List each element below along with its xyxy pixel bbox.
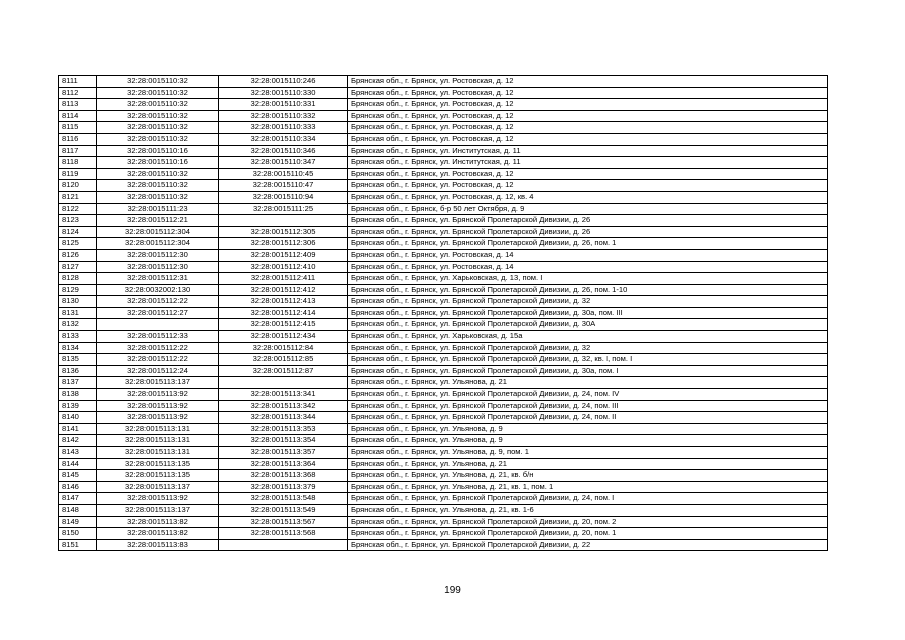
table-row	[59, 435, 828, 447]
address-cell: Брянская обл., г. Брянск, ул. Ульянова, д. 9, пом. 1	[348, 447, 828, 459]
table-row	[59, 365, 828, 377]
address-cell: Брянская обл., г. Брянск, ул. Ульянова, д. 21	[348, 458, 828, 470]
row-number-cell: 8149	[59, 516, 97, 528]
address-cell: Брянская обл., г. Брянск, ул. Ульянова, д. 21, кв. 1, пом. 1	[348, 481, 828, 493]
address-cell: Брянская обл., г. Брянск, ул. Ростовская, д. 12	[348, 122, 828, 134]
row-number-cell: 8141	[59, 423, 97, 435]
row-number-cell: 8123	[59, 215, 97, 227]
table-row	[59, 226, 828, 238]
cadastral-number-cell: 32:28:0015112:85	[219, 354, 348, 366]
address-cell: Брянская обл., г. Брянск, ул. Брянской Пролетарской Дивизии, д. 32, кв. I, пом. I	[348, 354, 828, 366]
address-cell: Брянская обл., г. Брянск, ул. Брянской Пролетарской Дивизии, д. 32	[348, 342, 828, 354]
address-cell: Брянская обл., г. Брянск, ул. Ростовская, д. 12	[348, 87, 828, 99]
row-number-cell: 8143	[59, 447, 97, 459]
quarter-number-cell: 32:28:0015112:24	[97, 365, 219, 377]
row-number-cell: 8145	[59, 470, 97, 482]
cadastral-number-cell: 32:28:0015110:330	[219, 87, 348, 99]
row-number-cell: 8134	[59, 342, 97, 354]
row-number-cell: 8148	[59, 504, 97, 516]
cadastral-number-cell: 32:28:0015113:342	[219, 400, 348, 412]
quarter-number-cell: 32:28:0015110:32	[97, 191, 219, 203]
address-cell: Брянская обл., г. Брянск, ул. Брянской Пролетарской Дивизии, д. 26, пом. 1-10	[348, 284, 828, 296]
quarter-number-cell: 32:28:0015112:22	[97, 296, 219, 308]
address-cell: Брянская обл., г. Брянск, ул. Брянской Пролетарской Дивизии, д. 32	[348, 296, 828, 308]
quarter-number-cell: 32:28:0015113:135	[97, 470, 219, 482]
cadastral-number-cell: 32:28:0015110:246	[219, 76, 348, 88]
table-row	[59, 342, 828, 354]
cadastral-number-cell: 32:28:0015110:332	[219, 110, 348, 122]
table-row	[59, 423, 828, 435]
address-cell: Брянская обл., г. Брянск, ул. Ульянова, д. 9	[348, 435, 828, 447]
table-row	[59, 458, 828, 470]
quarter-number-cell: 32:28:0032002:130	[97, 284, 219, 296]
quarter-number-cell: 32:28:0015112:33	[97, 331, 219, 343]
address-cell: Брянская обл., г. Брянск, ул. Ульянова, д. 21	[348, 377, 828, 389]
row-number-cell: 8144	[59, 458, 97, 470]
table-row	[59, 528, 828, 540]
cadastral-number-cell	[219, 539, 348, 551]
address-cell: Брянская обл., г. Брянск, ул. Брянской Пролетарской Дивизии, д. 22	[348, 539, 828, 551]
quarter-number-cell: 32:28:0015110:32	[97, 76, 219, 88]
address-cell: Брянская обл., г. Брянск, ул. Брянской Пролетарской Дивизии, д. 26	[348, 215, 828, 227]
table-row	[59, 447, 828, 459]
cadastral-number-cell: 32:28:0015113:357	[219, 447, 348, 459]
address-cell: Брянская обл., г. Брянск, ул. Харьковская, д. 15а	[348, 331, 828, 343]
table-row	[59, 203, 828, 215]
row-number-cell: 8111	[59, 76, 97, 88]
quarter-number-cell: 32:28:0015110:32	[97, 99, 219, 111]
row-number-cell: 8116	[59, 133, 97, 145]
quarter-number-cell: 32:28:0015113:83	[97, 539, 219, 551]
registry-table-body	[59, 76, 828, 551]
cadastral-number-cell: 32:28:0015113:364	[219, 458, 348, 470]
quarter-number-cell: 32:28:0015113:137	[97, 377, 219, 389]
cadastral-number-cell: 32:28:0015113:549	[219, 504, 348, 516]
quarter-number-cell: 32:28:0015113:131	[97, 423, 219, 435]
table-row	[59, 157, 828, 169]
address-cell: Брянская обл., г. Брянск, ул. Ульянова, д. 21, кв. б/н	[348, 470, 828, 482]
table-row	[59, 249, 828, 261]
row-number-cell: 8114	[59, 110, 97, 122]
table-row	[59, 389, 828, 401]
quarter-number-cell: 32:28:0015113:131	[97, 447, 219, 459]
table-row	[59, 284, 828, 296]
row-number-cell: 8121	[59, 191, 97, 203]
cadastral-number-cell: 32:28:0015113:354	[219, 435, 348, 447]
cadastral-number-cell: 32:28:0015110:94	[219, 191, 348, 203]
address-cell: Брянская обл., г. Брянск, ул. Ростовская, д. 12	[348, 180, 828, 192]
cadastral-number-cell: 32:28:0015112:409	[219, 249, 348, 261]
address-cell: Брянская обл., г. Брянск, ул. Брянской Пролетарской Дивизии, д. 26, пом. 1	[348, 238, 828, 250]
quarter-number-cell: 32:28:0015112:22	[97, 354, 219, 366]
table-row	[59, 354, 828, 366]
table-row	[59, 331, 828, 343]
cadastral-number-cell: 32:28:0015110:331	[219, 99, 348, 111]
row-number-cell: 8129	[59, 284, 97, 296]
row-number-cell: 8131	[59, 307, 97, 319]
table-row	[59, 76, 828, 88]
cadastral-number-cell: 32:28:0015110:333	[219, 122, 348, 134]
page-number: 199	[444, 585, 461, 596]
address-cell: Брянская обл., г. Брянск, ул. Институтская, д. 11	[348, 145, 828, 157]
cadastral-registry-table	[58, 75, 828, 551]
quarter-number-cell: 32:28:0015113:92	[97, 412, 219, 424]
address-cell: Брянская обл., г. Брянск, ул. Брянской Пролетарской Дивизии, д. 30А	[348, 319, 828, 331]
row-number-cell: 8132	[59, 319, 97, 331]
row-number-cell: 8126	[59, 249, 97, 261]
row-number-cell: 8151	[59, 539, 97, 551]
table-row	[59, 400, 828, 412]
cadastral-number-cell: 32:28:0015113:568	[219, 528, 348, 540]
row-number-cell: 8125	[59, 238, 97, 250]
row-number-cell: 8112	[59, 87, 97, 99]
row-number-cell: 8115	[59, 122, 97, 134]
cadastral-number-cell: 32:28:0015113:353	[219, 423, 348, 435]
cadastral-number-cell: 32:28:0015110:346	[219, 145, 348, 157]
table-row	[59, 145, 828, 157]
row-number-cell: 8138	[59, 389, 97, 401]
row-number-cell: 8135	[59, 354, 97, 366]
cadastral-number-cell: 32:28:0015112:306	[219, 238, 348, 250]
quarter-number-cell: 32:28:0015113:137	[97, 504, 219, 516]
cadastral-number-cell: 32:28:0015112:84	[219, 342, 348, 354]
cadastral-number-cell: 32:28:0015112:415	[219, 319, 348, 331]
row-number-cell: 8140	[59, 412, 97, 424]
address-cell: Брянская обл., г. Брянск, б-р 50 лет Октября, д. 9	[348, 203, 828, 215]
table-row	[59, 412, 828, 424]
quarter-number-cell: 32:28:0015110:32	[97, 87, 219, 99]
cadastral-number-cell: 32:28:0015110:347	[219, 157, 348, 169]
cadastral-number-cell: 32:28:0015113:379	[219, 481, 348, 493]
address-cell: Брянская обл., г. Брянск, ул. Брянской Пролетарской Дивизии, д. 24, пом. IV	[348, 389, 828, 401]
cadastral-number-cell: 32:28:0015113:341	[219, 389, 348, 401]
quarter-number-cell: 32:28:0015113:82	[97, 516, 219, 528]
address-cell: Брянская обл., г. Брянск, ул. Брянской Пролетарской Дивизии, д. 24, пом. I	[348, 493, 828, 505]
table-row	[59, 261, 828, 273]
table-row	[59, 539, 828, 551]
table-row	[59, 307, 828, 319]
quarter-number-cell: 32:28:0015113:135	[97, 458, 219, 470]
table-row	[59, 273, 828, 285]
row-number-cell: 8113	[59, 99, 97, 111]
row-number-cell: 8118	[59, 157, 97, 169]
address-cell: Брянская обл., г. Брянск, ул. Ростовская, д. 14	[348, 261, 828, 273]
table-row	[59, 180, 828, 192]
cadastral-number-cell: 32:28:0015110:45	[219, 168, 348, 180]
row-number-cell: 8127	[59, 261, 97, 273]
row-number-cell: 8120	[59, 180, 97, 192]
table-row	[59, 319, 828, 331]
quarter-number-cell: 32:28:0015110:32	[97, 168, 219, 180]
quarter-number-cell: 32:28:0015112:21	[97, 215, 219, 227]
cadastral-number-cell: 32:28:0015112:87	[219, 365, 348, 377]
table-row	[59, 493, 828, 505]
quarter-number-cell: 32:28:0015110:32	[97, 180, 219, 192]
quarter-number-cell: 32:28:0015113:137	[97, 481, 219, 493]
address-cell: Брянская обл., г. Брянск, ул. Брянской Пролетарской Дивизии, д. 30а, пом. III	[348, 307, 828, 319]
cadastral-number-cell: 32:28:0015113:567	[219, 516, 348, 528]
row-number-cell: 8137	[59, 377, 97, 389]
row-number-cell: 8136	[59, 365, 97, 377]
table-row	[59, 296, 828, 308]
quarter-number-cell: 32:28:0015112:27	[97, 307, 219, 319]
cadastral-number-cell	[219, 377, 348, 389]
quarter-number-cell: 32:28:0015110:32	[97, 122, 219, 134]
cadastral-number-cell: 32:28:0015113:548	[219, 493, 348, 505]
quarter-number-cell: 32:28:0015113:92	[97, 389, 219, 401]
quarter-number-cell: 32:28:0015113:92	[97, 400, 219, 412]
cadastral-number-cell: 32:28:0015112:410	[219, 261, 348, 273]
cadastral-number-cell: 32:28:0015112:411	[219, 273, 348, 285]
table-row	[59, 470, 828, 482]
table-row	[59, 481, 828, 493]
row-number-cell: 8133	[59, 331, 97, 343]
address-cell: Брянская обл., г. Брянск, ул. Ростовская, д. 14	[348, 249, 828, 261]
address-cell: Брянская обл., г. Брянск, ул. Брянской Пролетарской Дивизии, д. 20, пом. 1	[348, 528, 828, 540]
table-row	[59, 122, 828, 134]
row-number-cell: 8117	[59, 145, 97, 157]
quarter-number-cell: 32:28:0015110:32	[97, 133, 219, 145]
table-row	[59, 504, 828, 516]
row-number-cell: 8128	[59, 273, 97, 285]
quarter-number-cell: 32:28:0015112:22	[97, 342, 219, 354]
address-cell: Брянская обл., г. Брянск, ул. Ульянова, д. 21, кв. 1-6	[348, 504, 828, 516]
cadastral-number-cell: 32:28:0015113:368	[219, 470, 348, 482]
row-number-cell: 8150	[59, 528, 97, 540]
table-row	[59, 191, 828, 203]
row-number-cell: 8146	[59, 481, 97, 493]
quarter-number-cell	[97, 319, 219, 331]
address-cell: Брянская обл., г. Брянск, ул. Ростовская, д. 12	[348, 76, 828, 88]
quarter-number-cell: 32:28:0015112:30	[97, 261, 219, 273]
cadastral-number-cell: 32:28:0015111:25	[219, 203, 348, 215]
address-cell: Брянская обл., г. Брянск, ул. Харьковская, д. 13, пом. I	[348, 273, 828, 285]
address-cell: Брянская обл., г. Брянск, ул. Брянской Пролетарской Дивизии, д. 20, пом. 2	[348, 516, 828, 528]
cadastral-number-cell: 32:28:0015110:47	[219, 180, 348, 192]
address-cell: Брянская обл., г. Брянск, ул. Брянской Пролетарской Дивизии, д. 30а, пом. I	[348, 365, 828, 377]
table-row	[59, 87, 828, 99]
table-row	[59, 377, 828, 389]
quarter-number-cell: 32:28:0015113:82	[97, 528, 219, 540]
table-row	[59, 133, 828, 145]
cadastral-number-cell: 32:28:0015112:414	[219, 307, 348, 319]
cadastral-number-cell: 32:28:0015113:344	[219, 412, 348, 424]
row-number-cell: 8147	[59, 493, 97, 505]
quarter-number-cell: 32:28:0015111:23	[97, 203, 219, 215]
row-number-cell: 8124	[59, 226, 97, 238]
row-number-cell: 8142	[59, 435, 97, 447]
address-cell: Брянская обл., г. Брянск, ул. Ульянова, д. 9	[348, 423, 828, 435]
table-row	[59, 99, 828, 111]
address-cell: Брянская обл., г. Брянск, ул. Брянской Пролетарской Дивизии, д. 26	[348, 226, 828, 238]
cadastral-number-cell: 32:28:0015112:413	[219, 296, 348, 308]
row-number-cell: 8122	[59, 203, 97, 215]
table-row	[59, 215, 828, 227]
table-row	[59, 516, 828, 528]
quarter-number-cell: 32:28:0015112:304	[97, 238, 219, 250]
address-cell: Брянская обл., г. Брянск, ул. Ростовская, д. 12	[348, 133, 828, 145]
address-cell: Брянская обл., г. Брянск, ул. Ростовская, д. 12	[348, 168, 828, 180]
address-cell: Брянская обл., г. Брянск, ул. Ростовская, д. 12	[348, 99, 828, 111]
address-cell: Брянская обл., г. Брянск, ул. Брянской Пролетарской Дивизии, д. 24, пом. II	[348, 412, 828, 424]
quarter-number-cell: 32:28:0015110:16	[97, 145, 219, 157]
quarter-number-cell: 32:28:0015113:92	[97, 493, 219, 505]
cadastral-number-cell: 32:28:0015112:434	[219, 331, 348, 343]
address-cell: Брянская обл., г. Брянск, ул. Ростовская, д. 12, кв. 4	[348, 191, 828, 203]
table-row	[59, 168, 828, 180]
quarter-number-cell: 32:28:0015110:32	[97, 110, 219, 122]
cadastral-number-cell: 32:28:0015112:305	[219, 226, 348, 238]
quarter-number-cell: 32:28:0015110:16	[97, 157, 219, 169]
address-cell: Брянская обл., г. Брянск, ул. Институтская, д. 11	[348, 157, 828, 169]
address-cell: Брянская обл., г. Брянск, ул. Ростовская, д. 12	[348, 110, 828, 122]
address-cell: Брянская обл., г. Брянск, ул. Брянской Пролетарской Дивизии, д. 24, пом. III	[348, 400, 828, 412]
table-row	[59, 238, 828, 250]
quarter-number-cell: 32:28:0015112:30	[97, 249, 219, 261]
quarter-number-cell: 32:28:0015112:304	[97, 226, 219, 238]
quarter-number-cell: 32:28:0015112:31	[97, 273, 219, 285]
cadastral-number-cell	[219, 215, 348, 227]
quarter-number-cell: 32:28:0015113:131	[97, 435, 219, 447]
cadastral-number-cell: 32:28:0015112:412	[219, 284, 348, 296]
row-number-cell: 8130	[59, 296, 97, 308]
cadastral-number-cell: 32:28:0015110:334	[219, 133, 348, 145]
table-row	[59, 110, 828, 122]
row-number-cell: 8119	[59, 168, 97, 180]
row-number-cell: 8139	[59, 400, 97, 412]
